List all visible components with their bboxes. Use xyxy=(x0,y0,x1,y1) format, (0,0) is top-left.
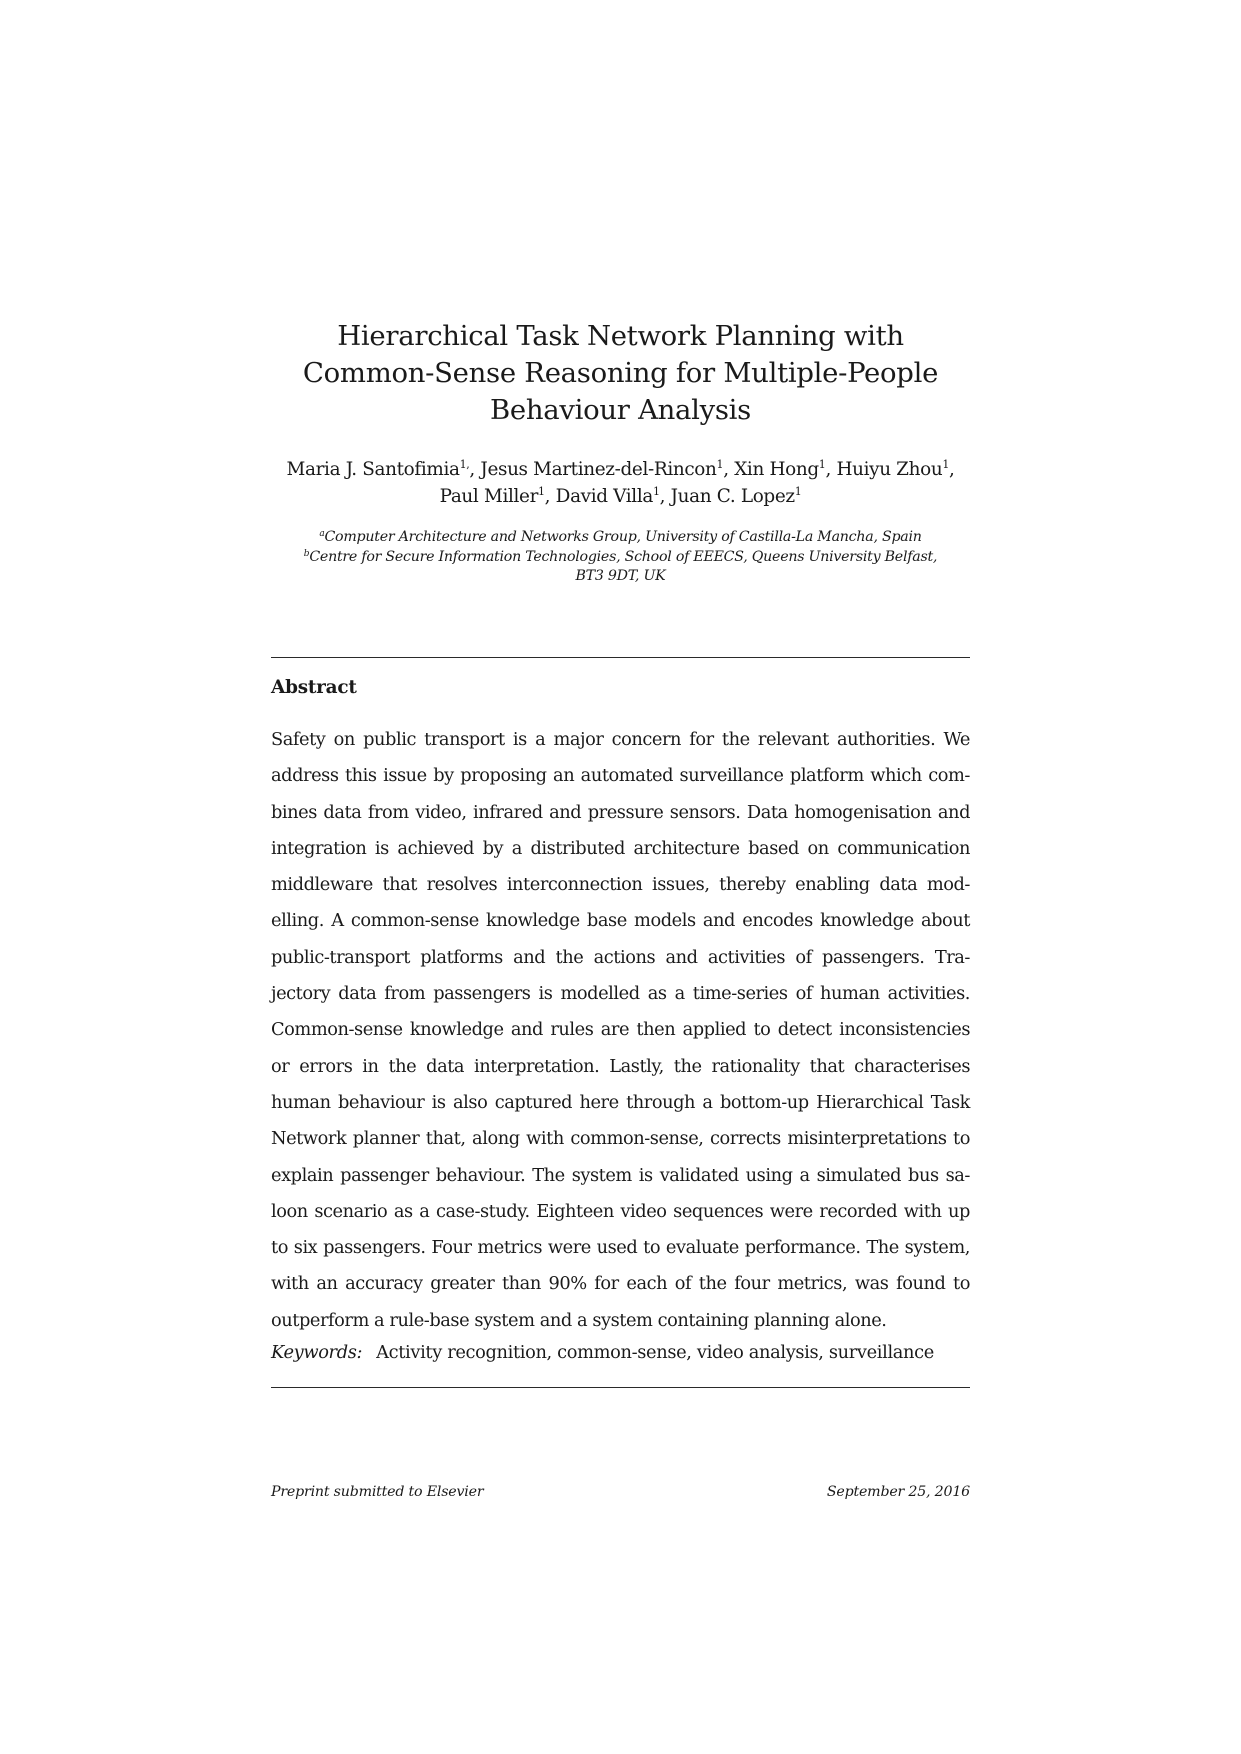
author-affiliation-mark: 1 xyxy=(538,485,545,498)
author-name: Xin Hong xyxy=(734,459,819,480)
keywords-label: Keywords: xyxy=(271,1342,363,1363)
affiliation-text: Centre for Secure Information Technologies, School of EEECS, Queens University Belfast, xyxy=(309,548,938,565)
abstract-body xyxy=(271,722,970,1339)
preprint-note: Preprint submitted to Elsevier xyxy=(271,1484,484,1500)
abstract-line: with an accuracy greater than 90% for each of the four metrics, was found to xyxy=(271,1273,970,1295)
affiliation-line xyxy=(262,528,979,548)
abstract-top-rule xyxy=(271,657,970,658)
abstract-line: elling. A common-sense knowledge base models and encodes knowledge about xyxy=(271,910,970,932)
abstract-line: explain passenger behaviour. The system is validated using a simulated bus sa- xyxy=(271,1164,970,1186)
affiliation-mark: a xyxy=(319,529,325,539)
author-line: Paul Miller$^1$, David Villa$^1$, Juan C. Lopez$^1$ xyxy=(439,485,802,507)
abstract-line: loon scenario as a case-study. Eighteen video sequences were recorded with up xyxy=(271,1200,970,1222)
abstract-line: Safety on public transport is a major concern for the relevant authorities. We xyxy=(271,729,970,750)
author-name: Maria J. Santofimia xyxy=(286,459,460,480)
author-name: Juan C. Lopez xyxy=(670,486,795,507)
abstract-line: address this issue by proposing an automated surveillance platform which com- xyxy=(271,765,970,787)
title-line: Behaviour Analysis xyxy=(490,394,751,426)
affiliation-text: Computer Architecture and Networks Group, University of Castilla-La Mancha, Spain xyxy=(324,529,922,545)
title-line: Common-Sense Reasoning for Multiple-People xyxy=(302,357,939,389)
author-affiliation-mark: 1, xyxy=(459,458,470,471)
abstract-bottom-rule xyxy=(271,1387,970,1388)
author-name: Huiyu Zhou xyxy=(836,459,943,480)
keywords-text: Activity recognition, common-sense, video analysis, surveillance xyxy=(376,1342,934,1363)
abstract-line: integration is achieved by a distributed architecture based on communication xyxy=(271,837,970,859)
author-affiliation-mark: 1 xyxy=(716,458,724,471)
title-line: Hierarchical Task Network Planning with xyxy=(337,320,904,352)
abstract-line: to six passengers. Four metrics were used to evaluate performance. The system, xyxy=(271,1237,970,1259)
abstract-line: or errors in the data interpretation. Lastly, the rationality that characterises xyxy=(271,1055,970,1077)
author-name: Paul Miller xyxy=(439,486,539,507)
abstract-line: middleware that resolves interconnection issues, thereby enabling data mod- xyxy=(271,874,970,896)
author-affiliation-mark: 1 xyxy=(942,458,949,471)
author-line: Maria J. Santofimia$^{1,}$, Jesus Martinez-del-Rincon$^1$, Xin Hong$^1$, Huiyu Zhou$^1$, xyxy=(286,458,955,480)
abstract-line: public-transport platforms and the actions and activities of passengers. Tra- xyxy=(271,946,970,968)
abstract-line: Common-sense knowledge and rules are then applied to detect inconsistencies xyxy=(271,1019,970,1041)
author-name: David Villa xyxy=(555,486,653,507)
abstract-line: human behaviour is also captured here through a bottom-up Hierarchical Task xyxy=(271,1091,970,1113)
abstract-line: outperform a rule-base system and a system containing planning alone. xyxy=(271,1309,887,1331)
author-affiliation-mark: 1 xyxy=(818,458,826,471)
affiliations xyxy=(262,528,979,587)
paper-title xyxy=(270,318,971,429)
author-affiliation-mark: 1 xyxy=(653,485,660,498)
affiliation-text: BT3 9DT, UK xyxy=(575,568,666,584)
keywords xyxy=(271,1341,970,1365)
footer-date: September 25, 2016 xyxy=(826,1484,970,1500)
abstract-line: jectory data from passengers is modelled as a time-series of human activities. xyxy=(271,983,970,1005)
affiliation-line xyxy=(262,567,979,587)
abstract-line: Network planner that, along with common-sense, corrects misinterpretations to xyxy=(271,1128,970,1150)
author-name: Jesus Martinez-del-Rincon xyxy=(480,459,717,480)
affiliation-line xyxy=(262,548,979,568)
abstract-line: bines data from video, infrared and pressure sensors. Data homogenisation and xyxy=(271,801,970,823)
abstract-heading: Abstract xyxy=(271,677,357,698)
author-list xyxy=(260,456,981,510)
affiliation-mark: b xyxy=(303,548,310,559)
author-affiliation-mark: 1 xyxy=(794,485,802,498)
